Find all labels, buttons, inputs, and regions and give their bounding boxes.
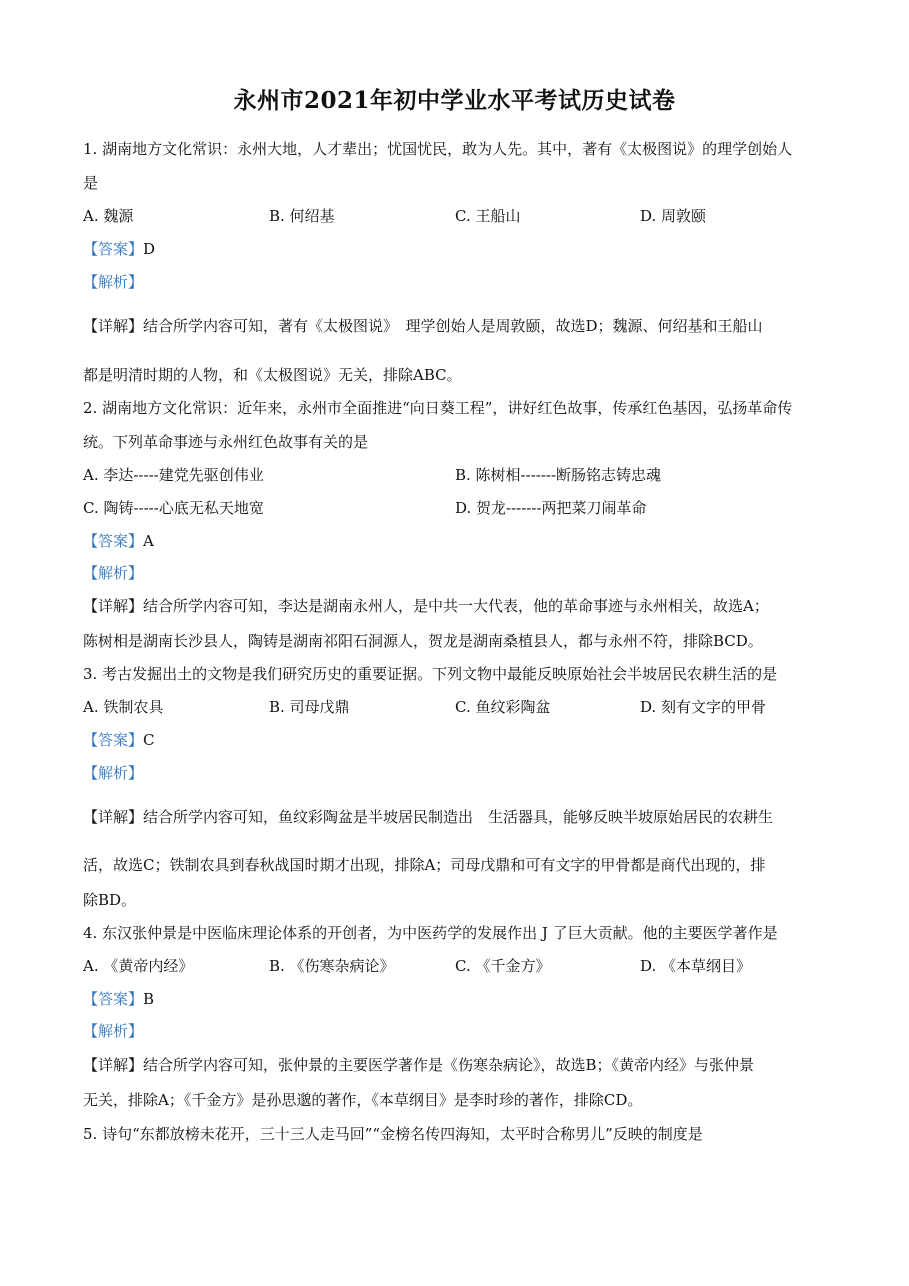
q1-detail-cont: 都是明清时期的人物，和《太极图说》无关，排除ABC。: [83, 366, 462, 384]
analysis-tag: 【解析】: [83, 564, 144, 582]
q3-detail: [83, 807, 773, 827]
q3-detail-cont2: 除BD。: [83, 891, 137, 909]
q4-option-b: B. 《伤寒杂病论》: [269, 957, 395, 975]
answer-value: B: [143, 990, 155, 1008]
q3-option-c: C. 鱼纹彩陶盆: [455, 698, 551, 716]
question-4-text: 4. 东汉张仲景是中医临床理论体系的开创者，为中医药学的发展作出 J 了巨大贡献。他的主要医学著作是: [83, 924, 778, 942]
question-2-text-cont: 统。下列革命事迹与永州红色故事有关的是: [83, 433, 369, 451]
analysis-tag: 【解析】: [83, 273, 144, 291]
q4-option-a: A. 《黄帝内经》: [83, 957, 194, 975]
q2-option-d: D. 贺龙-------两把菜刀闹革命: [455, 499, 647, 517]
answer-tag: 【答案】: [83, 532, 144, 550]
q3-option-a: A. 铁制农具: [83, 698, 164, 716]
answer-value: C: [143, 731, 155, 749]
question-5-text: 5. 诗句“东都放榜未花开，三十三人走马回”“金榜名传四海知，太平时合称男儿”反映的制度是: [83, 1125, 703, 1143]
q3-detail-cont: 活，故选C；铁制农具到春秋战国时期才出现，排除A；司母戊鼎和可有文字的甲骨都是商代出现的，排: [83, 856, 766, 874]
q4-option-c: C. 《千金方》: [455, 957, 551, 975]
q4-answer: [83, 989, 154, 1009]
question-1-text-cont: 是: [83, 174, 99, 192]
q4-detail: [83, 1055, 754, 1075]
q2-option-b: B. 陈树相-------断肠铭志铸忠魂: [455, 466, 662, 484]
question-1-text: 1. 湖南地方文化常识：永州大地，人才辈出；忧国忧民，敢为人先。其中，著有《太极图说》的理学创始人: [83, 140, 793, 158]
q2-answer: [83, 531, 154, 551]
detail-text: 结合所学内容可知，张仲景的主要医学著作是《伤寒杂病论》，故选B；《黄帝内经》与张仲景: [143, 1056, 755, 1074]
page-title: 永州市2021年初中学业水平考试历史试卷: [233, 87, 676, 114]
q2-detail-cont: 陈树相是湖南长沙县人，陶铸是湖南祁阳石洞源人，贺龙是湖南桑植县人，都与永州不符，排除BCD。: [83, 632, 763, 650]
detail-text: 结合所学内容可知，著有《太极图说》 理学创始人是周敦颐，故选D；魏源、何绍基和王船山: [143, 317, 763, 335]
detail-tag: 【详解】: [83, 597, 144, 615]
answer-tag: 【答案】: [83, 731, 144, 749]
detail-text: 结合所学内容可知，鱼纹彩陶盆是半坡居民制造出 生活器具，能够反映半坡原始居民的农耕生: [143, 808, 774, 826]
q4-detail-cont: 无关，排除A；《千金方》是孙思邈的著作，《本草纲目》是李时珍的著作，排除CD。: [83, 1091, 643, 1109]
q1-analysis-tag: [83, 272, 143, 292]
q1-option-b: B. 何绍基: [269, 207, 335, 225]
q3-option-d: D. 刻有文字的甲骨: [640, 698, 767, 716]
q1-option-a: A. 魏源: [83, 207, 134, 225]
analysis-tag: 【解析】: [83, 1022, 144, 1040]
q3-answer: [83, 730, 155, 750]
q2-detail: [83, 596, 769, 616]
q4-option-d: D. 《本草纲目》: [640, 957, 752, 975]
detail-tag: 【详解】: [83, 808, 144, 826]
analysis-tag: 【解析】: [83, 764, 144, 782]
answer-value: A: [143, 532, 154, 550]
q2-option-c: C. 陶铸-----心底无私天地宽: [83, 499, 264, 517]
q1-detail: [83, 316, 763, 336]
q2-option-a: A. 李达-----建党先驱创伟业: [83, 466, 264, 484]
detail-tag: 【详解】: [83, 317, 144, 335]
q1-option-d: D. 周敦颐: [640, 207, 707, 225]
detail-text: 结合所学内容可知，李达是湖南永州人，是中共一大代表，他的革命事迹与永州相关，故选A；: [143, 597, 769, 615]
answer-tag: 【答案】: [83, 240, 144, 258]
detail-tag: 【详解】: [83, 1056, 144, 1074]
q2-analysis-tag: [83, 563, 143, 583]
q4-analysis-tag: [83, 1021, 143, 1041]
q1-answer: [83, 239, 155, 259]
answer-tag: 【答案】: [83, 990, 144, 1008]
q3-analysis-tag: [83, 763, 143, 783]
question-2-text: 2. 湖南地方文化常识：近年来，永州市全面推进“向日葵工程”，讲好红色故事，传承红色基因，弘扬革命传: [83, 399, 793, 417]
question-3-text: 3. 考古发掘出土的文物是我们研究历史的重要证据。下列文物中最能反映原始社会半坡居民农耕生活的是: [83, 665, 778, 683]
q3-option-b: B. 司母戊鼎: [269, 698, 350, 716]
q1-option-c: C. 王船山: [455, 207, 521, 225]
answer-value: D: [143, 240, 156, 258]
